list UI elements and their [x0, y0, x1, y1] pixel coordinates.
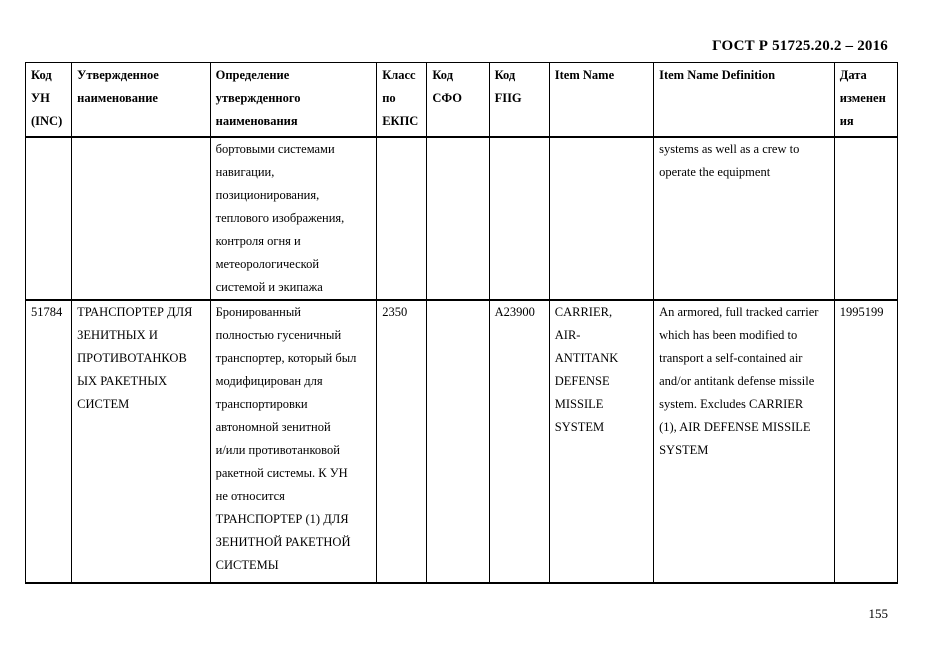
cell-name-ru	[72, 137, 210, 300]
cell-date	[834, 137, 897, 300]
cell-fiig	[489, 137, 549, 300]
text-line: бортовыми системами	[215, 142, 335, 156]
text-line: модифицирован для	[215, 374, 323, 388]
text-line: DEFENSE	[554, 374, 610, 388]
header-inc-code	[26, 63, 72, 138]
cell-code: 51784	[26, 300, 72, 583]
catalog-table	[25, 62, 898, 584]
text-line: ЕКПС	[382, 114, 419, 128]
header-change-date	[834, 63, 897, 138]
cell-fiig: A23900	[489, 300, 549, 583]
text-line: systems as well as a crew to	[659, 142, 800, 156]
page-number: 155	[868, 606, 888, 621]
text-line: Код	[494, 68, 516, 82]
text-line: ANTITANK	[554, 351, 619, 365]
text-line: позиционирования,	[215, 188, 320, 202]
text-line: СИСТЕМЫ	[215, 558, 279, 572]
text-line: транспортер, который был	[215, 351, 357, 365]
text-line: транспортировки	[215, 397, 308, 411]
text-line: MISSILE	[554, 397, 604, 411]
cell-sfo	[427, 300, 489, 583]
text-line: FIIG	[494, 91, 522, 105]
text-line: An armored, full tracked carrier	[659, 305, 819, 319]
text-line: Код	[432, 68, 454, 82]
cell-class	[377, 137, 427, 300]
text-line: system. Excludes CARRIER	[659, 397, 804, 411]
text-line: Определение	[215, 68, 290, 82]
text-line: УН	[31, 91, 50, 105]
text-line: and/or antitank defense missile	[659, 374, 815, 388]
text-line: наименования	[215, 114, 298, 128]
cell-class: 2350	[377, 300, 427, 583]
cell-item-name	[549, 300, 653, 583]
text-line: метеорологической	[215, 257, 320, 271]
text-line: operate the equipment	[659, 165, 771, 179]
text-line: автономной зенитной	[215, 420, 331, 434]
text-line: Бронированный	[215, 305, 301, 319]
cell-definition-en	[654, 137, 835, 300]
text-line: CARRIER,	[554, 305, 613, 319]
text-line: не относится	[215, 489, 285, 503]
text-line: ЗЕНИТНОЙ РАКЕТНОЙ	[215, 535, 351, 549]
text-line: Утвержденное	[77, 68, 159, 82]
text-line: СИСТЕМ	[77, 397, 130, 411]
text-line: (1), AIR DEFENSE MISSILE	[659, 420, 811, 434]
text-line: which has been modified to	[659, 328, 798, 342]
text-line: transport a self-contained air	[659, 351, 803, 365]
header-item-name-definition	[654, 63, 835, 138]
text-line: Дата	[839, 68, 867, 82]
table-row-51784	[26, 300, 898, 583]
header-definition	[210, 63, 377, 138]
cell-sfo	[427, 137, 489, 300]
text-line: SYSTEM	[659, 443, 709, 457]
text-line: контроля огня и	[215, 234, 301, 248]
text-line: утвержденного	[215, 91, 301, 105]
table-row-continuation	[26, 137, 898, 300]
text-line: AIR-	[554, 328, 581, 342]
text-line: навигации,	[215, 165, 275, 179]
text-line: ЗЕНИТНЫХ И	[77, 328, 158, 342]
text-line: Код	[31, 68, 52, 82]
text-line: ракетной системы. К УН	[215, 466, 348, 480]
header-fiig-code	[489, 63, 549, 138]
text-line: теплового изображения,	[215, 211, 345, 225]
text-line: ия	[839, 114, 854, 128]
text-line: SYSTEM	[554, 420, 605, 434]
header-ekps-class	[377, 63, 427, 138]
cell-date: 1995199	[834, 300, 897, 583]
text-line: Item Name Definition	[659, 68, 776, 82]
cell-item-name	[549, 137, 653, 300]
text-line: (INC)	[31, 114, 63, 128]
text-line: Item Name	[554, 68, 615, 82]
text-line: полностью гусеничный	[215, 328, 342, 342]
text-line: ПРОТИВОТАНКОВ	[77, 351, 187, 365]
header-sfo-code	[427, 63, 489, 138]
table-header-row	[26, 63, 898, 138]
text-line: по	[382, 91, 396, 105]
text-line: ЫХ РАКЕТНЫХ	[77, 374, 168, 388]
cell-code	[26, 137, 72, 300]
text-line: наименование	[77, 91, 158, 105]
cell-definition-ru	[210, 137, 377, 300]
header-approved-name	[72, 63, 210, 138]
cell-name-ru	[72, 300, 210, 583]
text-line: ТРАНСПОРТЕР (1) ДЛЯ	[215, 512, 349, 526]
text-line: системой и экипажа	[215, 280, 323, 294]
cell-definition-ru	[210, 300, 377, 583]
text-line: Класс	[382, 68, 416, 82]
document-title: ГОСТ Р 51725.20.2 – 2016	[712, 38, 888, 54]
cell-definition-en	[654, 300, 835, 583]
text-line: ТРАНСПОРТЕР ДЛЯ	[77, 305, 193, 319]
header-item-name	[549, 63, 653, 138]
text-line: СФО	[432, 91, 462, 105]
text-line: изменен	[839, 91, 886, 105]
text-line: и/или противотанковой	[215, 443, 340, 457]
